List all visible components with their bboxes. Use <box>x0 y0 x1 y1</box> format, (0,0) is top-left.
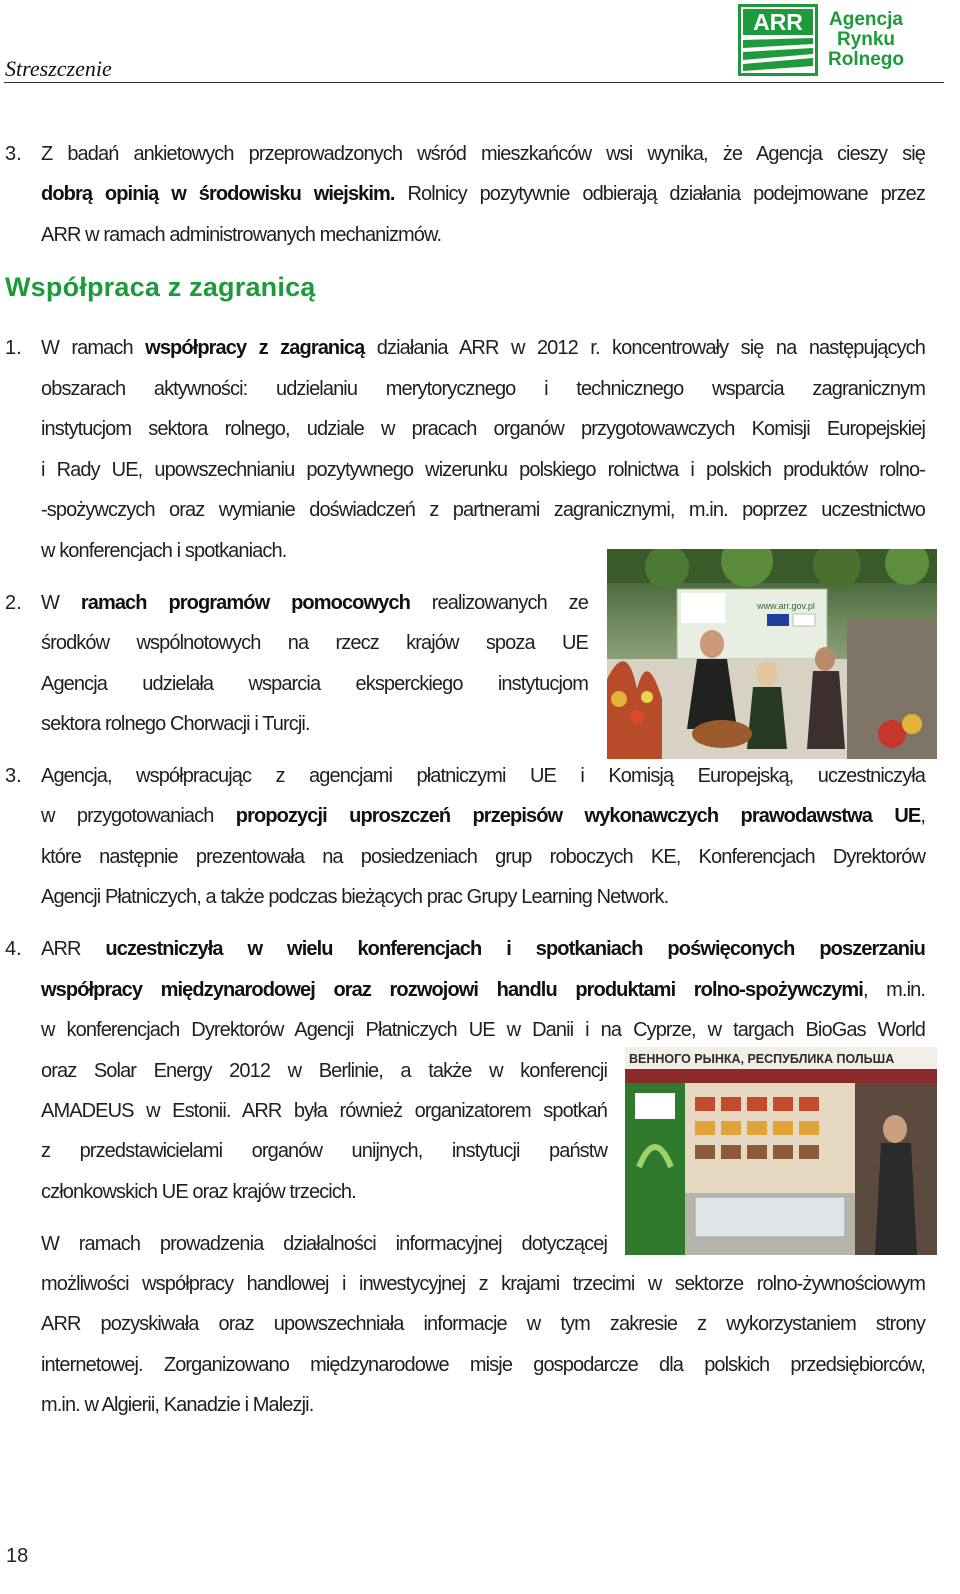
item-number: 3. <box>5 143 22 165</box>
emphasis: dobrą opinią w środowisku wiejskim. <box>41 183 395 205</box>
paragraph-line: m.in. w Algierii, Kanadzie i Malezji. <box>41 1394 314 1416</box>
header-divider <box>4 82 944 83</box>
logo-line-3: Rolnego <box>828 49 904 70</box>
paragraph-line: Z badań ankietowych przeprowadzonych wśród mieszkańców wsi wynika, że Agencja cieszy się <box>41 143 925 165</box>
item-number: 2. <box>5 592 22 614</box>
item-number: 1. <box>5 337 22 359</box>
booth-photo-image <box>607 549 937 759</box>
arr-logo <box>738 4 938 76</box>
paragraph-line: W ramach współpracy z zagranicą działania ARR w 2012 r. koncentrowały się na następujących <box>41 337 925 359</box>
paragraph-line: ARR uczestniczyła w wielu konferencjach i spotkaniach poświęconych poszerzaniu <box>41 938 925 960</box>
paragraph-line: ARR pozyskiwała oraz upowszechniała informacje w tym zakresie z wykorzystaniem strony <box>41 1313 925 1335</box>
paragraph-line: AMADEUS w Estonii. ARR była również organizatorem spotkań <box>41 1100 607 1122</box>
emphasis: współpracy międzynarodowej oraz rozwojowi handlu produktami rolno-spożywczymi <box>41 979 863 1001</box>
paragraph-line: ARR w ramach administrowanych mechanizmów. <box>41 224 442 246</box>
paragraph-line: Agencja udzielała wsparcia eksperckiego instytucjom <box>41 673 588 695</box>
booth-sign: www.arr.gov.pl <box>757 601 815 611</box>
page-header-title: Streszczenie <box>5 56 112 81</box>
paragraph-line: instytucjom sektora rolnego, udziale w pracach organów przygotowawczych Komisji Europejskiej <box>41 418 925 440</box>
paragraph-line: internetowej. Zorganizowano międzynarodowe misje gospodarcze dla polskich przedsiębiorców, <box>41 1354 925 1376</box>
logo-line-1: Agencja <box>829 9 903 30</box>
emphasis: współpracy z zagranicą <box>145 337 365 359</box>
paragraph-line: oraz Solar Energy 2012 w Berlinie, a także w konferencji <box>41 1060 607 1082</box>
paragraph-line: możliwości współpracy handlowej i inwestycyjnej z krajami trzecimi w sektorze rolno-żywnościowym <box>41 1273 925 1295</box>
market-photo <box>625 1047 937 1255</box>
paragraph-line: członkowskich UE oraz krajów trzecich. <box>41 1181 356 1203</box>
paragraph-line: W ramach prowadzenia działalności informacyjnej dotyczącej <box>41 1233 607 1255</box>
paragraph-line: które następnie prezentowała na posiedzeniach grup roboczych KE, Konferencjach Dyrektorów <box>41 846 925 868</box>
logo-wordmark <box>828 10 904 70</box>
item-number: 3. <box>5 765 22 787</box>
emphasis: ramach programów pomocowych <box>80 592 410 614</box>
paragraph-line: środków wspólnotowych na rzecz krajów spoza UE <box>41 632 588 654</box>
paragraph-line: sektora rolnego Chorwacji i Turcji. <box>41 713 310 735</box>
arr-logo-mark-icon <box>738 4 818 76</box>
paragraph-line: w przygotowaniach propozycji uproszczeń przepisów wykonawczych prawodawstwa UE, <box>41 805 925 827</box>
page-number: 18 <box>6 1545 29 1567</box>
market-banner: ВЕННОГО РЫНКА, РЕСПУБЛИКА ПОЛЬША <box>629 1052 895 1066</box>
paragraph-line: współpracy międzynarodowej oraz rozwojowi handlu produktami rolno-spożywczymi, m.in. <box>41 979 925 1001</box>
paragraph-line: Agencja, współpracując z agencjami płatniczymi UE i Komisją Europejską, uczestniczyła <box>41 765 925 787</box>
paragraph-line: w konferencjach i spotkaniach. <box>41 540 287 562</box>
emphasis: uczestniczyła w wielu konferencjach i spotkaniach poświęconych poszerzaniu <box>105 938 925 960</box>
paragraph-line: -spożywczych oraz wymianie doświadczeń z partnerami zagranicznymi, m.in. poprzez uczestnictwo <box>41 499 925 521</box>
emphasis: propozycji uproszczeń przepisów wykonawczych prawodawstwa UE <box>235 805 921 827</box>
booth-photo <box>607 549 937 759</box>
logo-mark-text: ARR <box>753 9 803 35</box>
logo-line-2: Rynku <box>836 29 896 50</box>
section-heading: Współpraca z zagranicą <box>5 272 316 302</box>
market-photo-image <box>625 1047 937 1255</box>
paragraph-line: W ramach programów pomocowych realizowanych ze <box>41 592 588 614</box>
item-number: 4. <box>5 938 22 960</box>
paragraph-line: obszarach aktywności: udzielaniu merytorycznego i technicznego wsparcia zagranicznym <box>41 378 925 400</box>
paragraph-line: Agencji Płatniczych, a także podczas bieżących prac Grupy Learning Network. <box>41 886 669 908</box>
paragraph-line: w konferencjach Dyrektorów Agencji Płatniczych UE w Danii i na Cyprze, w targach BioGas World <box>41 1019 925 1041</box>
paragraph-line: dobrą opinią w środowisku wiejskim. Rolnicy pozytywnie odbierają działania podejmowane przez <box>41 183 925 205</box>
paragraph-line: i Rady UE, upowszechnianiu pozytywnego wizerunku polskiego rolnictwa i polskich produktów rolno- <box>41 459 925 481</box>
paragraph-line: z przedstawicielami organów unijnych, instytucji państw <box>41 1140 607 1162</box>
